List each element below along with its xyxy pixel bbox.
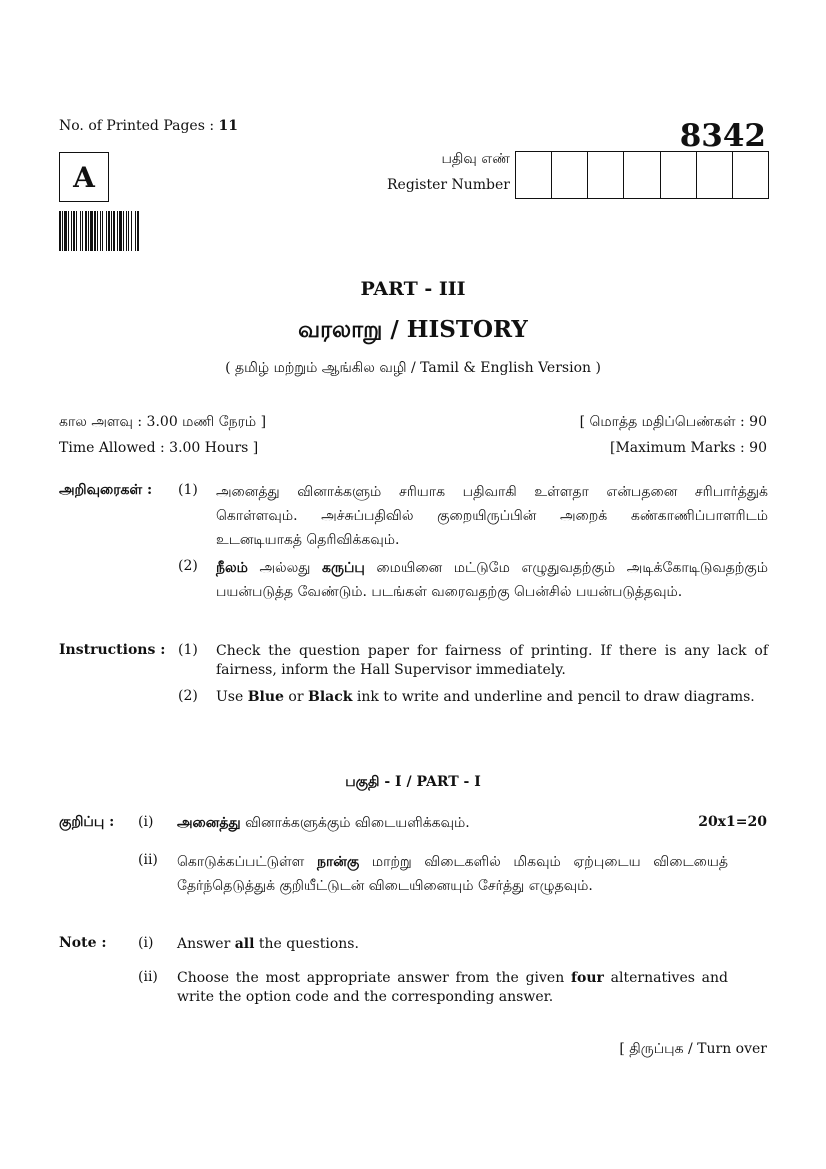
note-tamil-1	[177, 814, 677, 833]
register-digit-box[interactable]	[660, 152, 696, 198]
register-digit-box[interactable]	[732, 152, 768, 198]
register-digit-box[interactable]	[623, 152, 659, 198]
time-allowed-tamil: கால அளவு : 3.00 மணி நேரம் ]	[59, 414, 267, 430]
register-digit-box[interactable]	[696, 152, 732, 198]
instructions-label-english: Instructions :	[59, 642, 166, 658]
instruction-text: அல்லது	[247, 560, 323, 576]
instructions-label-tamil: அறிவுரைகள் :	[59, 482, 153, 498]
barcode-icon	[59, 211, 194, 251]
note-text: கொடுக்கப்பட்டுள்ள	[177, 854, 317, 870]
note-text: the questions.	[254, 936, 359, 952]
instruction-number: (2)	[178, 688, 198, 704]
version-note: ( தமிழ் மற்றும் ஆங்கில வழி / Tamil & English Version )	[225, 360, 601, 376]
blue-word: Blue	[247, 689, 284, 705]
register-number-boxes	[515, 151, 769, 199]
instruction-number: (1)	[178, 482, 198, 498]
turn-over-note: [ திருப்புக / Turn over	[619, 1041, 767, 1057]
all-word: all	[234, 936, 255, 952]
note-number: (i)	[138, 814, 154, 830]
printed-pages-value: 11	[218, 118, 238, 134]
printed-pages-count	[59, 118, 238, 134]
register-digit-box[interactable]	[551, 152, 587, 198]
blue-word: நீலம்	[216, 560, 248, 576]
paper-code: 8342	[679, 118, 766, 154]
register-digit-box[interactable]	[587, 152, 623, 198]
black-word: கருப்பு	[322, 560, 365, 576]
note-text: மாற்று விடைகளில் மிகவும் ஏற்புடைய விடையைத் தேர்ந்தெடுத்துக் குறியீட்டுடன் விடையினையும் சேர்த்து எழுதவும்.	[177, 854, 728, 894]
note-english-2	[177, 969, 728, 1007]
time-allowed-english: Time Allowed : 3.00 Hours ]	[59, 440, 259, 456]
instruction-number: (1)	[178, 642, 198, 658]
note-text: வினாக்களுக்கும் விடையளிக்கவும்.	[240, 815, 470, 831]
instruction-english-2	[216, 688, 768, 707]
instruction-tamil-2	[216, 556, 768, 604]
register-label-tamil: பதிவு எண்	[441, 151, 510, 167]
register-digit-box[interactable]	[516, 152, 551, 198]
marks-scheme: 20x1=20	[698, 814, 767, 830]
version-letter-box: A	[59, 152, 109, 202]
note-label-english: Note :	[59, 935, 107, 951]
instruction-text: ink to write and underline and pencil to draw diagrams.	[352, 689, 755, 705]
black-word: Black	[308, 689, 353, 705]
note-label-tamil: குறிப்பு :	[59, 814, 115, 830]
note-tamil-2	[177, 850, 728, 898]
max-marks-tamil: [ மொத்த மதிப்பெண்கள் : 90	[579, 414, 767, 430]
instruction-tamil-1: அனைத்து வினாக்களும் சரியாக பதிவாகி உள்ளதா என்பதனை சரிபார்த்துக் கொள்ளவும். அச்சுப்பதிவில் குறையிருப்பின் அறைக் கண்காணிப்பாளரிடம் உடனடியாகத் தெரிவிக்கவும்.	[216, 484, 768, 548]
four-word: four	[570, 970, 604, 986]
note-text: Answer	[177, 936, 235, 952]
instruction-english-1: Check the question paper for fairness of printing. If there is any lack of fairness, inform the Hall Supervisor immediately.	[216, 643, 768, 678]
four-word: நான்கு	[316, 854, 360, 870]
all-word: அனைத்து	[177, 815, 241, 831]
instruction-text: or	[283, 689, 308, 705]
instruction-number: (2)	[178, 558, 198, 574]
register-label-english: Register Number	[387, 177, 510, 193]
section-heading: பகுதி - I / PART - I	[345, 774, 481, 790]
note-number: (i)	[138, 935, 154, 951]
note-text: Choose the most appropriate answer from the given	[177, 970, 571, 986]
subject-title: வரலாறு / HISTORY	[298, 316, 528, 343]
note-text: alternatives and write the option code and the corresponding answer.	[177, 970, 729, 1005]
max-marks-english: [Maximum Marks : 90	[609, 440, 767, 456]
note-number: (ii)	[138, 852, 158, 868]
instruction-text: Use	[216, 689, 248, 705]
note-english-1	[177, 935, 728, 954]
instruction-text: மையினை மட்டுமே எழுதுவதற்கும் அடிக்கோடிடுவதற்கும் பயன்படுத்த வேண்டும். படங்கள் வரைவதற்கு பென்சில் பயன்படுத்தவும்.	[216, 560, 768, 600]
note-number: (ii)	[138, 969, 158, 985]
printed-pages-label: No. of Printed Pages :	[59, 118, 219, 134]
part-title: PART - III	[360, 278, 466, 300]
